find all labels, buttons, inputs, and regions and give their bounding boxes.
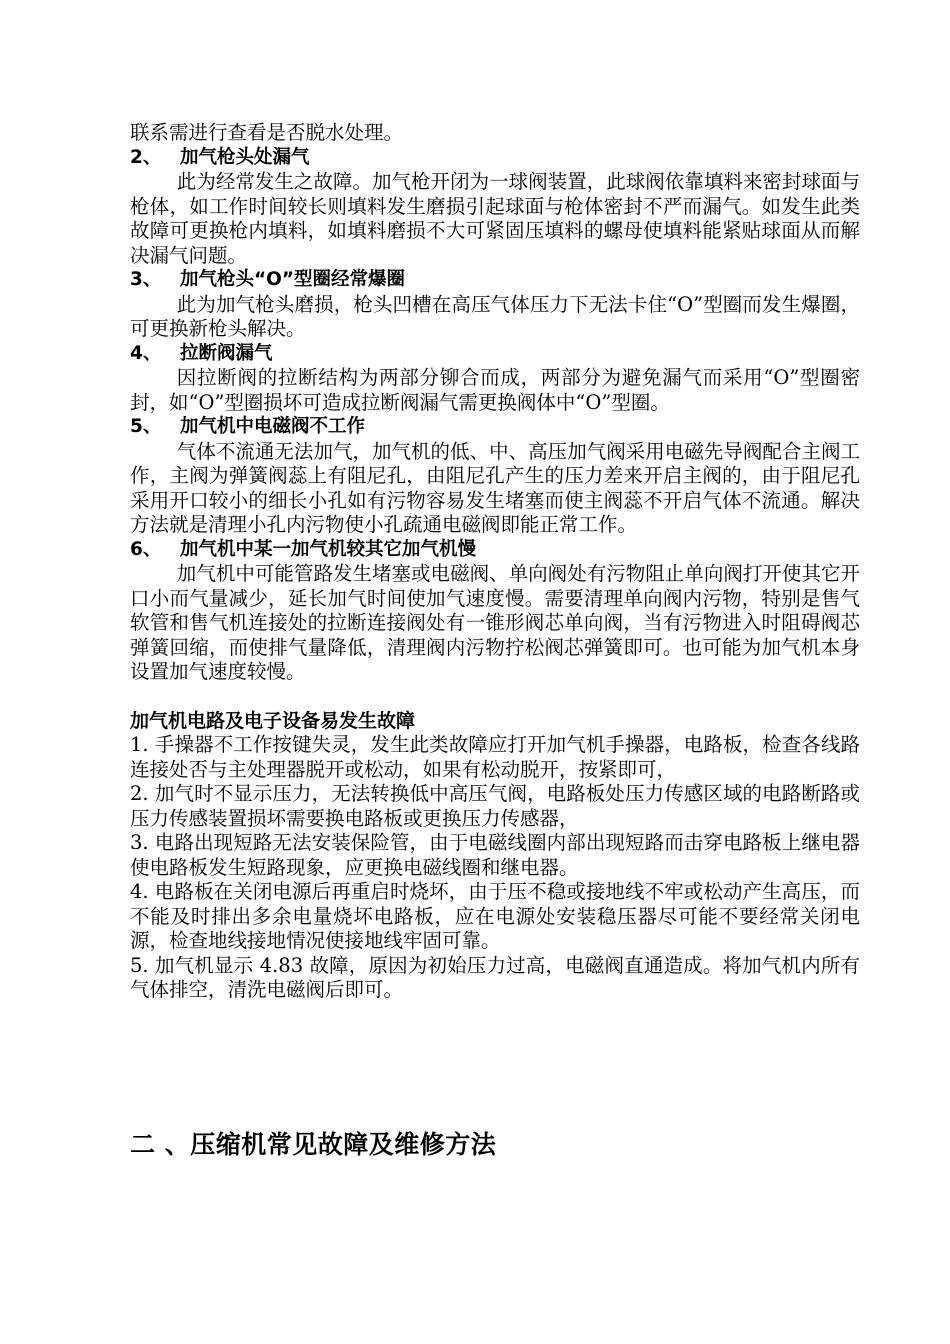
fault-description: 加气机中可能管路发生堵塞或电磁阀、单向阀处有污物阻止单向阀打开使其它开口小而气量减少，延长加气时间使加气速度慢。需要清理单向阀内污物，特别是售气软管和售气机连接处的拉断连接阀处有一锥形阀芯单向阀，当有污物进入时阻碍阀芯弹簧回缩，而使排气量降低，清理阀内污物拧松阀芯弹簧即可。也可能为加气机本身设置加气速度较慢。 <box>130 562 860 683</box>
fault-description: 气体不流通无法加气，加气机的低、中、高压加气阀采用电磁先导阀配合主阀工作，主阀为弹簧阀蕊上有阻尼孔，由阻尼孔产生的压力差来开启主阀的，由于阻尼孔采用开口较小的细长小孔如有污物容易发生堵塞而使主阀蕊不开启气体不流通。解决方法就是清理小孔内污物使小孔疏通电磁阀即能正常工作。 <box>130 439 860 536</box>
fault-heading <box>130 268 860 293</box>
fault-title: 加气机中某一加气机较其它加气机慢 <box>180 538 477 560</box>
fault-title: 加气机中电磁阀不工作 <box>180 416 366 437</box>
fault-item-5 <box>130 415 860 538</box>
electrical-faults-title: 加气机电路及电子设备易发生故障 <box>130 709 416 732</box>
fault-heading <box>130 146 860 171</box>
fault-heading <box>130 342 860 367</box>
fault-heading <box>130 415 860 440</box>
electrical-fault-item-2: 2. 加气时不显示压力，无法转换低中高压气阀，电路板处压力传感区域的电路断路或压力传感装置损坏需要换电路板或更换压力传感器， <box>130 782 860 830</box>
fault-description: 此为经常发生之故障。加气枪开闭为一球阀装置，此球阀依靠填料来密封球面与枪体，如工作时间较长则填料发生磨损引起球面与枪体密封不严而漏气。如发生此类故障可更换枪内填料，如填料磨损不大可紧固压填料的螺母使填料能紧贴球面从而解决漏气问题。 <box>130 170 860 267</box>
document-body <box>130 121 860 1003</box>
fault-number: 5、 <box>130 416 162 437</box>
electrical-fault-item-3: 3. 电路出现短路无法安装保险管，由于电磁线圈内部出现短路而击穿电路板上继电器使电路板发生短路现象，应更换电磁线圈和继电器。 <box>130 831 860 879</box>
fault-description: 此为加气枪头磨损，枪头凹槽在高压气体压力下无法卡住“O”型圈而发生爆圈，可更换新枪头解决。 <box>130 292 860 340</box>
fault-description: 因拉断阀的拉断结构为两部分铆合而成，两部分为避免漏气而采用“O”型圈密封，如“O”型圈损坏可造成拉断阀漏气需更换阀体中“O”型圈。 <box>130 366 860 414</box>
electrical-fault-item-1: 1. 手操器不工作按键失灵，发生此类故障应打开加气机手操器，电路板，检查各线路连接处否与主处理器脱开或松动，如果有松动脱开，按紧即可， <box>130 733 860 781</box>
fault-item-4 <box>130 342 860 416</box>
electrical-fault-item-4: 4. 电路板在关闭电源后再重启时烧坏，由于压不稳或接地线不牢或松动产生高压，而不能及时排出多余电量烧坏电路板，应在电源处安装稳压器尽可能不要经常关闭电源，检查地线接地情况使接地线牢固可靠。 <box>130 880 860 952</box>
fault-title: 加气枪头处漏气 <box>180 146 310 168</box>
electrical-fault-item-5: 5. 加气机显示 4.83 故障，原因为初始压力过高，电磁阀直通造成。将加气机内所有气体排空，清洗电磁阀后即可。 <box>130 953 860 1001</box>
fault-title: 加气枪头“O”型圈经常爆圈 <box>180 269 406 290</box>
fault-number: 6、 <box>130 538 162 560</box>
fault-number: 3、 <box>130 269 162 290</box>
fault-heading <box>130 538 860 563</box>
section-two-title: 二 、压缩机常见故障及维修方法 <box>130 1130 497 1159</box>
fault-item-6 <box>130 538 860 685</box>
paragraph-spacer <box>130 685 860 709</box>
fault-item-2 <box>130 146 860 269</box>
fault-item-3 <box>130 268 860 342</box>
fault-number: 2、 <box>130 146 162 168</box>
intro-line: 联系需进行查看是否脱水处理。 <box>130 121 404 144</box>
fault-title: 拉断阀漏气 <box>180 342 273 364</box>
fault-number: 4、 <box>130 342 162 364</box>
